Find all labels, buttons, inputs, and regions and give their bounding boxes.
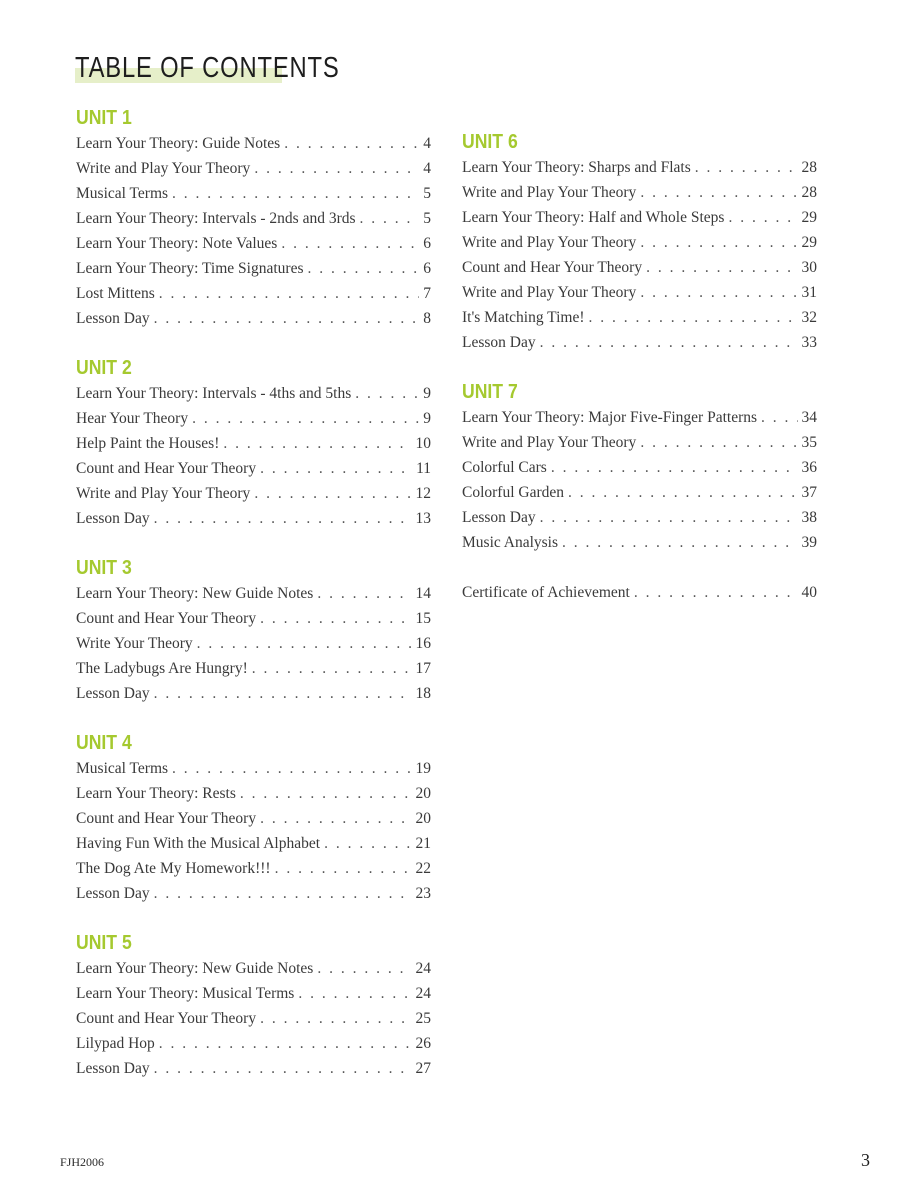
page-title: TABLE OF CONTENTS — [75, 52, 340, 84]
entry-label: Musical Terms — [76, 185, 169, 202]
unit-5-section — [76, 931, 431, 1081]
entry-label: Lesson Day — [76, 510, 150, 527]
entry-label: Learn Your Theory: Time Signatures — [76, 260, 304, 277]
unit-1-section — [76, 106, 431, 331]
leader-dots — [307, 256, 419, 281]
toc-entry — [462, 155, 817, 180]
leader-dots — [154, 681, 412, 706]
leader-dots — [540, 505, 798, 530]
entry-label: Learn Your Theory: Intervals - 2nds and 3rds — [76, 210, 356, 227]
entry-label: Certificate of Achievement — [462, 584, 630, 601]
leader-dots — [284, 131, 419, 156]
entry-label: Count and Hear Your Theory — [76, 610, 257, 627]
entry-label: Learn Your Theory: New Guide Notes — [76, 960, 314, 977]
entry-label: Count and Hear Your Theory — [76, 1010, 257, 1027]
toc-entry — [76, 281, 431, 306]
entry-page: 33 — [801, 334, 817, 351]
entry-page: 13 — [415, 510, 431, 527]
toc-entry — [76, 231, 431, 256]
entry-label: Lesson Day — [462, 509, 536, 526]
entry-label: Learn Your Theory: Half and Whole Steps — [462, 209, 725, 226]
entry-label: Write and Play Your Theory — [76, 485, 251, 502]
leader-dots — [254, 481, 411, 506]
entry-page: 24 — [415, 960, 431, 977]
entry-label: Write and Play Your Theory — [462, 234, 637, 251]
entry-label: Having Fun With the Musical Alphabet — [76, 835, 321, 852]
toc-entry — [76, 1056, 431, 1081]
entry-label: Lesson Day — [76, 685, 150, 702]
entry-label: It's Matching Time! — [462, 309, 585, 326]
unit-heading: UNIT 3 — [76, 557, 132, 579]
leader-dots — [260, 1006, 411, 1031]
entry-page: 28 — [801, 184, 817, 201]
entry-page: 35 — [801, 434, 817, 451]
entry-label: Lesson Day — [76, 885, 150, 902]
leader-dots — [540, 330, 798, 355]
entry-page: 36 — [801, 459, 817, 476]
entry-label: Learn Your Theory: New Guide Notes — [76, 585, 314, 602]
toc-entry — [462, 530, 817, 555]
entry-label: Write and Play Your Theory — [462, 184, 637, 201]
unit-heading: UNIT 2 — [76, 357, 132, 379]
toc-entry — [462, 205, 817, 230]
leader-dots — [551, 455, 798, 480]
toc-entry — [76, 1006, 431, 1031]
entry-page: 11 — [416, 460, 431, 477]
toc-entry — [76, 506, 431, 531]
entry-label: Colorful Garden — [462, 484, 565, 501]
entry-page: 18 — [415, 685, 431, 702]
leader-dots — [640, 180, 797, 205]
entry-page: 5 — [423, 210, 431, 227]
leader-dots — [640, 430, 797, 455]
leader-dots — [172, 756, 411, 781]
leader-dots — [281, 231, 419, 256]
leader-dots — [275, 856, 412, 881]
entry-label: Write and Play Your Theory — [76, 160, 251, 177]
unit-heading: UNIT 7 — [462, 381, 518, 403]
toc-entry — [76, 381, 431, 406]
entry-label: Lost Mittens — [76, 285, 155, 302]
unit-7-section — [462, 380, 817, 555]
leader-dots — [154, 306, 420, 331]
entry-label: Learn Your Theory: Sharps and Flats — [462, 159, 691, 176]
entry-page: 39 — [801, 534, 817, 551]
leader-dots — [240, 781, 412, 806]
toc-entry — [462, 280, 817, 305]
unit-heading: UNIT 5 — [76, 932, 132, 954]
toc-entry — [76, 156, 431, 181]
toc-entry — [76, 306, 431, 331]
toc-entry — [76, 256, 431, 281]
toc-entry — [76, 956, 431, 981]
leader-dots — [172, 181, 419, 206]
toc-entry — [462, 455, 817, 480]
entry-label: Lesson Day — [76, 1060, 150, 1077]
entry-label: Learn Your Theory: Major Five-Finger Patterns — [462, 409, 758, 426]
unit-heading: UNIT 4 — [76, 732, 132, 754]
leader-dots — [252, 656, 412, 681]
entry-label: Write and Play Your Theory — [462, 284, 637, 301]
leader-dots — [154, 1056, 412, 1081]
entry-page: 21 — [415, 835, 431, 852]
entry-page: 24 — [415, 985, 431, 1002]
entry-page: 16 — [415, 635, 431, 652]
certificate-entry — [462, 580, 817, 605]
toc-entry — [76, 431, 431, 456]
entry-page: 27 — [415, 1060, 431, 1077]
leader-dots — [154, 881, 412, 906]
toc-column-left — [76, 106, 431, 1106]
leader-dots — [728, 205, 797, 230]
toc-entry — [462, 480, 817, 505]
toc-entry — [76, 581, 431, 606]
entry-label: Lilypad Hop — [76, 1035, 155, 1052]
leader-dots — [640, 230, 797, 255]
entry-label: Lesson Day — [76, 310, 150, 327]
entry-label: Music Analysis — [462, 534, 559, 551]
toc-entry — [76, 631, 431, 656]
leader-dots — [260, 456, 412, 481]
entry-page: 6 — [423, 260, 431, 277]
entry-label: Learn Your Theory: Guide Notes — [76, 135, 281, 152]
toc-entry — [76, 881, 431, 906]
leader-dots — [260, 606, 411, 631]
leader-dots — [317, 581, 411, 606]
leader-dots — [562, 530, 797, 555]
leader-dots — [646, 255, 797, 280]
leader-dots — [159, 281, 419, 306]
toc-entry — [76, 481, 431, 506]
entry-page: 32 — [801, 309, 817, 326]
entry-label: Write and Play Your Theory — [462, 434, 637, 451]
leader-dots — [317, 956, 411, 981]
leader-dots — [197, 631, 412, 656]
entry-page: 26 — [415, 1035, 431, 1052]
footer-code: FJH2006 — [60, 1155, 105, 1169]
unit-3-section — [76, 556, 431, 706]
unit-2-section — [76, 356, 431, 531]
entry-label: Hear Your Theory — [76, 410, 189, 427]
leader-dots — [568, 480, 797, 505]
toc-entry — [76, 206, 431, 231]
leader-dots — [640, 280, 797, 305]
entry-page: 6 — [423, 235, 431, 252]
entry-page: 28 — [801, 159, 817, 176]
leader-dots — [298, 981, 411, 1006]
toc-entry — [462, 330, 817, 355]
toc-entry — [462, 505, 817, 530]
entry-page: 12 — [415, 485, 431, 502]
toc-entry — [76, 606, 431, 631]
entry-page: 23 — [415, 885, 431, 902]
unit-4-section — [76, 731, 431, 906]
toc-entry — [76, 681, 431, 706]
toc-entry — [76, 456, 431, 481]
entry-label: Colorful Cars — [462, 459, 547, 476]
entry-page: 17 — [415, 660, 431, 677]
toc-entry — [76, 981, 431, 1006]
toc-entry — [462, 430, 817, 455]
toc-entry — [76, 1031, 431, 1056]
entry-page: 20 — [415, 810, 431, 827]
entry-label: Learn Your Theory: Musical Terms — [76, 985, 295, 1002]
entry-page: 30 — [801, 259, 817, 276]
toc-entry — [462, 405, 817, 430]
entry-page: 40 — [801, 584, 817, 601]
entry-label: Learn Your Theory: Intervals - 4ths and 5ths — [76, 385, 352, 402]
toc-entry — [76, 406, 431, 431]
leader-dots — [634, 580, 798, 605]
entry-page: 9 — [423, 410, 431, 427]
leader-dots — [324, 831, 411, 856]
toc-entry — [76, 856, 431, 881]
entry-page: 4 — [423, 135, 431, 152]
toc-entry — [462, 255, 817, 280]
toc-entry — [462, 230, 817, 255]
leader-dots — [223, 431, 411, 456]
leader-dots — [254, 156, 419, 181]
entry-page: 15 — [415, 610, 431, 627]
entry-label: The Dog Ate My Homework!!! — [76, 860, 271, 877]
entry-label: Lesson Day — [462, 334, 536, 351]
toc-entry — [76, 756, 431, 781]
entry-page: 29 — [801, 209, 817, 226]
toc-entry — [76, 656, 431, 681]
toc-entry — [76, 806, 431, 831]
entry-label: Musical Terms — [76, 760, 169, 777]
entry-page: 4 — [423, 160, 431, 177]
entry-page: 10 — [415, 435, 431, 452]
entry-page: 38 — [801, 509, 817, 526]
leader-dots — [761, 405, 797, 430]
leader-dots — [192, 406, 419, 431]
entry-label: Count and Hear Your Theory — [76, 810, 257, 827]
toc-entry — [76, 781, 431, 806]
toc-entry — [462, 305, 817, 330]
entry-label: Learn Your Theory: Rests — [76, 785, 236, 802]
entry-page: 29 — [801, 234, 817, 251]
unit-heading: UNIT 6 — [462, 131, 518, 153]
entry-page: 19 — [415, 760, 431, 777]
leader-dots — [360, 206, 420, 231]
toc-entry — [76, 181, 431, 206]
toc-entry — [462, 180, 817, 205]
entry-page: 14 — [415, 585, 431, 602]
toc-entry — [76, 131, 431, 156]
entry-page: 8 — [423, 310, 431, 327]
entry-label: The Ladybugs Are Hungry! — [76, 660, 248, 677]
toc-entry — [76, 831, 431, 856]
entry-page: 31 — [801, 284, 817, 301]
entry-page: 7 — [423, 285, 431, 302]
page-number: 3 — [861, 1150, 870, 1170]
leader-dots — [589, 305, 798, 330]
entry-label: Count and Hear Your Theory — [462, 259, 643, 276]
entry-page: 5 — [423, 185, 431, 202]
unit-6-section — [462, 130, 817, 355]
entry-label: Count and Hear Your Theory — [76, 460, 257, 477]
toc-column-right — [462, 130, 817, 605]
entry-page: 34 — [801, 409, 817, 426]
leader-dots — [695, 155, 798, 180]
entry-page: 25 — [415, 1010, 431, 1027]
entry-page: 20 — [415, 785, 431, 802]
unit-heading: UNIT 1 — [76, 107, 132, 129]
entry-page: 9 — [423, 385, 431, 402]
leader-dots — [355, 381, 419, 406]
entry-label: Learn Your Theory: Note Values — [76, 235, 278, 252]
leader-dots — [159, 1031, 412, 1056]
leader-dots — [154, 506, 412, 531]
entry-label: Write Your Theory — [76, 635, 193, 652]
entry-page: 37 — [801, 484, 817, 501]
entry-label: Help Paint the Houses! — [76, 435, 220, 452]
entry-page: 22 — [415, 860, 431, 877]
leader-dots — [260, 806, 411, 831]
